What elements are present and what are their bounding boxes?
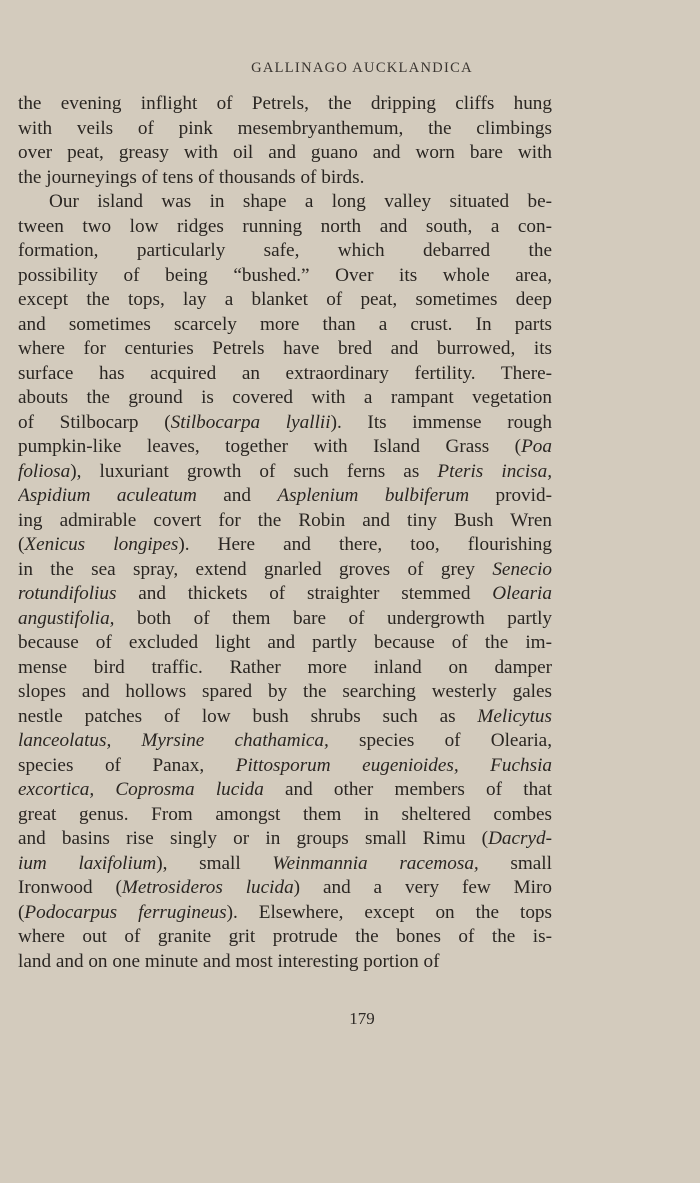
text-run: over peat, greasy with oil and guano and worn bare with [18,142,552,163]
italic-text: rotundifolius [18,583,117,604]
page-number: 179 [349,1009,375,1028]
text-line [18,386,552,411]
italic-text: Weinmannia racemosa, [272,852,479,874]
text-line [18,411,552,436]
italic-text: Podocarpus ferrugineus [24,901,227,923]
text-run: and basins rise singly or in groups small Rimu ( [18,828,489,849]
text-line [18,533,552,558]
text-run: land and on one minute and most interesting portion of [18,950,440,972]
text-run: abouts the ground is covered with a rampant vegetation [18,387,552,408]
italic-text: Metrosideros lucida [121,877,294,898]
text-line [18,950,552,975]
text-line [18,778,552,803]
text-run: mense bird traffic. Rather more inland on damper [18,656,552,678]
text-run: ). Elsewhere, except on the tops [226,901,552,923]
text-line [18,827,552,852]
text-run: except the tops, lay a blanket of peat, sometimes deep [18,289,552,310]
text-run: species of Panax, [18,754,236,776]
italic-text: Senecio [492,558,552,580]
text-line [18,876,552,901]
text-run: and thickets of straighter stemmed [116,583,493,604]
text-run: great genus. From amongst them in sheltered combes [18,803,552,825]
text-line [18,607,552,632]
text-line [18,460,552,485]
text-run: surface has acquired an extraordinary fertility. There- [18,362,552,384]
italic-text: Stilbocarpa lyallii [170,411,331,433]
text-run: ing admirable covert for the Robin and tiny Bush Wren [18,509,552,531]
text-run: where out of granite grit protrude the bones of the is- [18,926,552,947]
text-run: ), luxuriant growth of such ferns as [70,460,438,482]
text-run: slopes and hollows spared by the searching westerly gales [18,681,552,702]
text-run: possibility of being “bushed.” Over its whole area, [18,264,552,286]
text-line [18,190,552,215]
italic-text: Olearia [492,583,552,604]
text-run: nestle patches of low bush shrubs such as [18,705,478,727]
body-text [18,92,552,974]
text-line [18,680,552,705]
italic-text: Asplenium bulbiferum [277,485,470,506]
text-line [18,705,552,730]
text-line [18,582,552,607]
italic-text: lanceolatus, Myrsine chathamica, [18,730,329,751]
text-line [18,166,552,191]
text-run: Ironwood ( [18,877,122,898]
text-run: of Stilbocarp ( [18,411,171,433]
text-line [18,264,552,289]
italic-text: Poa [521,436,552,457]
running-head: GALLINAGO AUCKLANDICA [251,60,473,76]
text-line [18,631,552,656]
italic-text: Melicytus [477,705,552,727]
italic-text: ium laxifolium [18,852,157,874]
text-line [18,141,552,166]
text-line [18,362,552,387]
text-line [18,656,552,681]
text-run: ). Here and there, too, flourishing [178,534,552,555]
text-line [18,117,552,142]
text-line [18,729,552,754]
text-line [18,92,552,117]
text-run: provid- [469,485,552,506]
italic-text: Aspidium aculeatum [18,485,197,506]
text-run: in the sea spray, extend gnarled groves of grey [18,558,493,580]
text-line [18,925,552,950]
text-run: pumpkin-like leaves, together with Island Grass ( [18,436,522,457]
text-run: the evening inflight of Petrels, the dripping cliffs hung [18,93,552,114]
text-line [18,852,552,877]
text-run: ) and a very few Miro [293,877,552,898]
text-line [18,288,552,313]
text-line [18,754,552,779]
italic-text: Pittosporum eugenioides, Fuchsia [235,754,552,776]
text-run: small [478,852,552,874]
italic-text: foliosa [18,460,71,482]
text-run: Our island was in shape a long valley situated be- [49,191,552,212]
italic-text: angustifolia, [18,607,115,629]
text-run: and sometimes scarcely more than a crust. In parts [18,313,552,335]
text-line [18,558,552,583]
text-run: ), small [156,852,273,874]
text-run: the journeyings of tens of thousands of birds. [18,166,365,188]
italic-text: excortica, Coprosma lucida [18,779,264,800]
text-line [18,509,552,534]
text-run: and other members of that [263,779,552,800]
text-run: species of Olearia, [328,730,552,751]
text-run: both of them bare of undergrowth partly [114,607,552,629]
italic-text: Pteris incisa, [437,460,552,482]
text-run: ( [18,534,25,555]
text-run: formation, particularly safe, which debarred the [18,240,552,261]
text-run: tween two low ridges running north and south, a con- [18,215,552,237]
italic-text: Xenicus longipes [24,534,179,555]
text-run: ). Its immense rough [330,411,552,433]
text-line [18,803,552,828]
text-line [18,435,552,460]
text-line [18,901,552,926]
text-run: ( [18,901,25,923]
text-line [18,337,552,362]
text-line [18,215,552,240]
text-run: with veils of pink mesembryanthemum, the climbings [18,117,552,139]
text-line [18,313,552,338]
italic-text: Dacryd- [488,828,552,849]
text-run: and [196,485,278,506]
text-run: where for centuries Petrels have bred and burrowed, its [18,338,552,359]
text-run: because of excluded light and partly because of the im- [18,632,552,653]
text-line [18,484,552,509]
text-line [18,239,552,264]
